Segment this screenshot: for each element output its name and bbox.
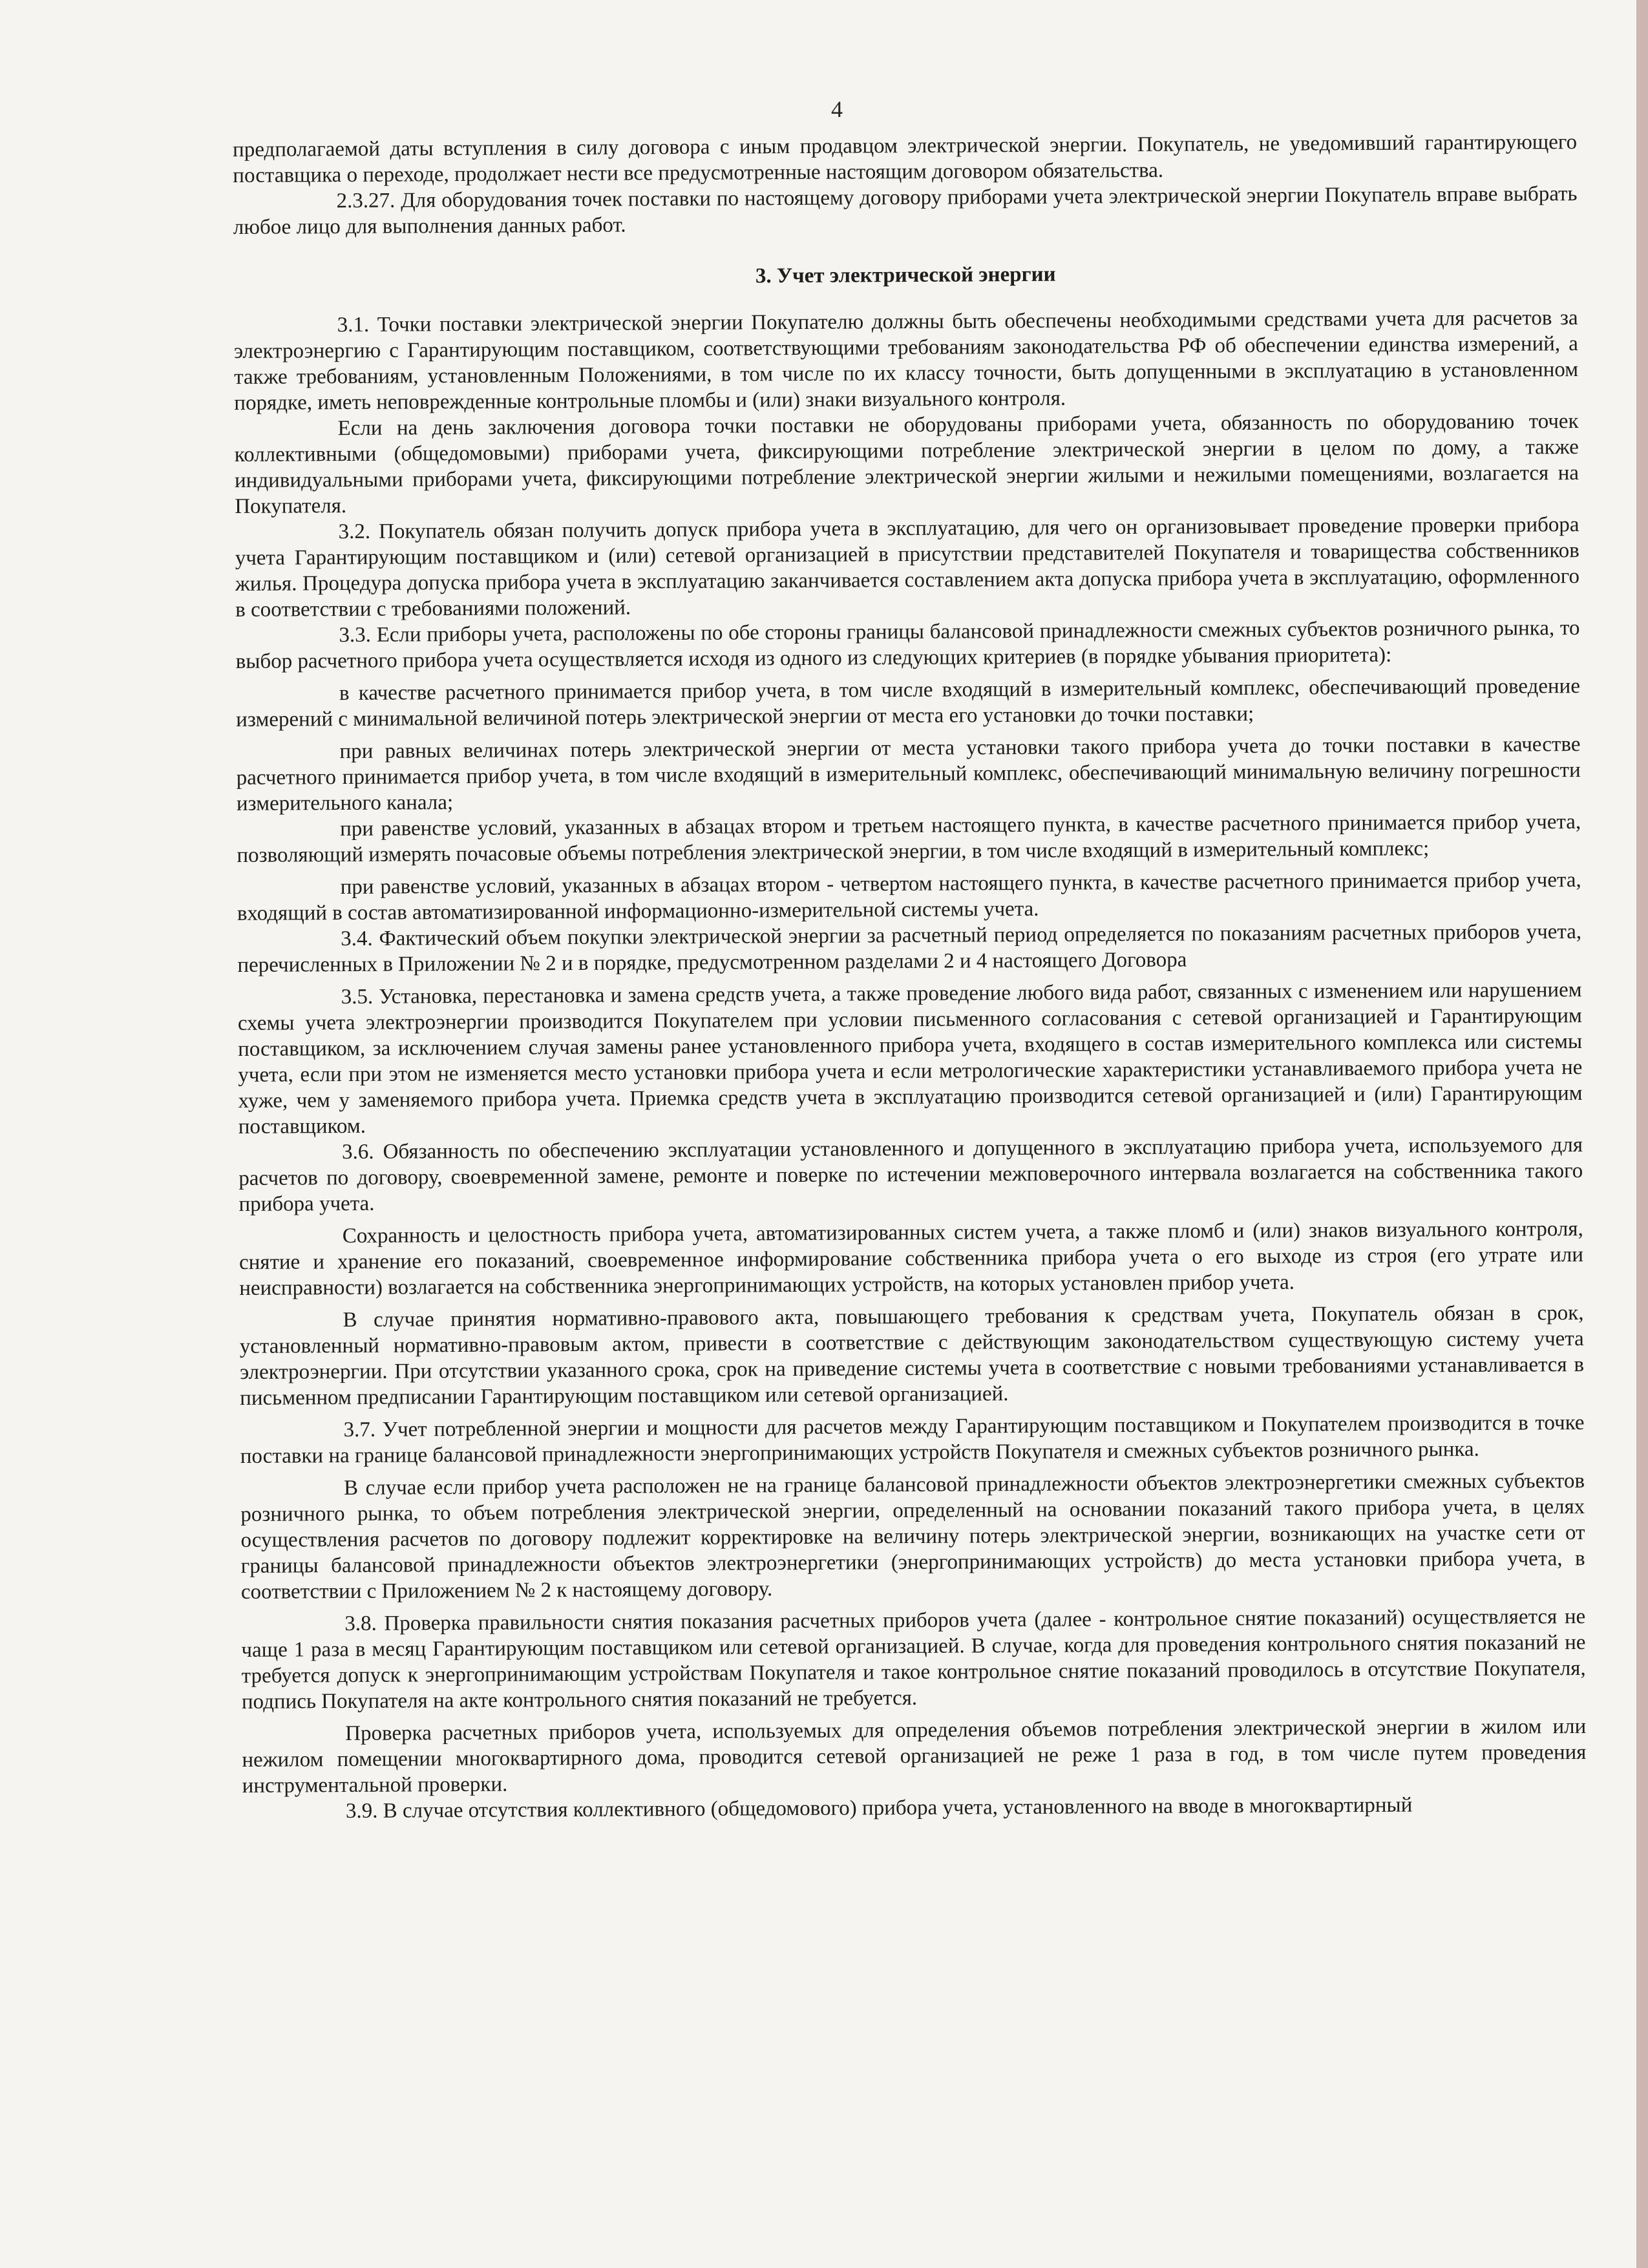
- paragraph-3-7: 3.7. Учет потребленной энергии и мощности для расчетов между Гарантирующим поставщиком и Покупателем производится в точке поставки на границе балансовой принадлежности энергопринимающих устройств Покупателя и смежных субъектов розничного рынка.: [240, 1411, 1585, 1468]
- criterion-1: в качестве расчетного принимается прибор учета, в том числе входящий в измерительный комплекс, обеспечивающий проведение измерений с минимальной величиной потерь электрической энергии от места его установки до точки поставки;: [236, 675, 1581, 731]
- paragraph-3-1-note: Если на день заключения договора точки поставки не оборудованы приборами учета, обязанность по оборудованию точек коллективными (общедомовыми) приборами учета, фиксирующими потребление электрической энергии в целом по дому, а также индивидуальными приборами учета, фиксирующими потребление электрической энергии жилыми и нежилыми помещениями, возлагается на Покупателя.: [234, 410, 1579, 518]
- paragraph-3-6-regulation: В случае принятия нормативно-правового акта, повышающего требования к средствам учета, Покупатель обязан в срок, установленный нормативно-правовым актом, привести в соответствие с действующим законодательством существующую систему учета электроэнергии. При отсутствии указанного срока, срок на приведение системы учета в соответствие с новыми требованиями устанавливается в письменном предписании Гарантирующим поставщиком или сетевой организацией.: [239, 1301, 1585, 1410]
- paragraph-3-1: 3.1. Точки поставки электрической энергии Покупателю должны быть обеспечены необходимыми средствами учета для расчетов за электроэнергию с Гарантирующим поставщиком, соответствующими требованиям законодательства РФ об обеспечении единства измерений, а также требованиям, установленным Положениями, в том числе по их классу точности, быть допущенными в эксплуатацию в установленном порядке, иметь неповрежденные контрольные пломбы и (или) знаки визуального контроля.: [233, 306, 1579, 415]
- paragraph-continuation: предполагаемой даты вступления в силу договора с иным продавцом электрической энергии. Покупатель, не уведомивший гарантирующего поставщика о переходе, продолжает нести все предусмотренные настоящим договором обязательства.: [233, 131, 1578, 187]
- criterion-2: при равных величинах потерь электрической энергии от места установки такого прибора учета до точки поставки в качестве расчетного принимается прибор учета, в том числе входящий в измерительный комплекс, обеспечивающий минимальную величину погрешности измерительного канала;: [236, 733, 1581, 815]
- paragraph-3-6-safety: Сохранность и целостность прибора учета, автоматизированных систем учета, а также пломб и (или) знаков визуального контроля, снятие и хранение его показаний, своевременное информирование собственника прибора учета о его выходе из строя (его утрате или неисправности) возлагается на собственника энергопринимающих устройств, на которых установлен прибор учета.: [238, 1217, 1584, 1300]
- paragraph-3-7-losses: В случае если прибор учета расположен не на границе балансовой принадлежности объектов электроэнергетики смежных субъектов розничного рынка, то объем потребления электрической энергии, определенный на основании показаний такого прибора учета, в целях осуществления расчетов по договору подлежит корректировке на величину потерь электрической энергии, возникающих на участке сети от границы балансовой принадлежности объектов электроэнергетики (энергопринимающих устройств) до места установки прибора учета, в соответствии с Приложением № 2 к настоящему договору.: [240, 1469, 1585, 1604]
- criterion-3: при равенстве условий, указанных в абзацах втором и третьем настоящего пункта, в качестве расчетного принимается прибор учета, позволяющий измерять почасовые объемы потребления электрической энергии, в том числе входящий в измерительный комплекс;: [237, 810, 1581, 867]
- paragraph-3-6: 3.6. Обязанность по обеспечению эксплуатации установленного и допущенного в эксплуатацию прибора учета, используемого для расчетов по договору, своевременной замене, ремонте и поверке по истечении межповерочного интервала возлагается на собственника такого прибора учета.: [238, 1133, 1583, 1216]
- paragraph-2-3-27: 2.3.27. Для оборудования точек поставки по настоящему договору приборами учета электрической энергии Покупатель вправе выбрать любое лицо для выполнения данных работ.: [233, 182, 1578, 239]
- paragraph-3-8: 3.8. Проверка правильности снятия показания расчетных приборов учета (далее - контрольное снятие показаний) осуществляется не чаще 1 раза в месяц Гарантирующим поставщиком или сетевой организацией. В случае, когда для проведения контрольного снятия показаний не требуется допуск к энергопринимающим устройствам Покупателя и такое контрольное снятие показаний проводилось в отсутствие Покупателя, подпись Покупателя на акте контрольного снятия показаний не требуется.: [241, 1604, 1586, 1714]
- criterion-4: при равенстве условий, указанных в абзацах втором - четвертом настоящего пункта, в качестве расчетного принимается прибор учета, входящий в состав автоматизированной информационно-измерительной системы учета.: [237, 868, 1581, 925]
- paragraph-3-5: 3.5. Установка, перестановка и замена средств учета, а также проведение любого вида работ, связанных с изменением или нарушением схемы учета электроэнергии производится Покупателем при условии письменного согласования с сетевой организацией и Гарантирующим поставщиком, за исключением случая замены ранее установленного прибора учета, входящего в состав измерительного комплекса или системы учета, если при этом не изменяется место установки прибора учета и если метрологические характеристики устанавливаемого прибора учета не хуже, чем у заменяемого прибора учета. Приемка средств учета в эксплуатацию производится сетевой организацией и (или) Гарантирующим поставщиком.: [237, 978, 1583, 1139]
- paragraph-3-4: 3.4. Фактический объем покупки электрической энергии за расчетный период определяется по показаниям расчетных приборов учета, перечисленных в Приложении № 2 и в порядке, предусмотренном разделами 2 и 4 настоящего Договора: [237, 919, 1582, 977]
- section-heading: 3. Учет электрической энергии: [755, 262, 1056, 288]
- page-number: 4: [831, 96, 843, 122]
- paragraph-3-8-inspection: Проверка расчетных приборов учета, используемых для определения объемов потребления электрической энергии в жилом или нежилом помещении многоквартирного дома, проводится сетевой организацией не реже 1 раза в год, в том числе путем проведения инструментальной проверки.: [242, 1714, 1587, 1798]
- paragraph-3-3: 3.3. Если приборы учета, расположены по обе стороны границы балансовой принадлежности смежных субъектов розничного рынка, то выбор расчетного прибора учета осуществляется исходя из одного из следующих критериев (в порядке убывания приоритета):: [235, 616, 1580, 673]
- paragraph-3-2: 3.2. Покупатель обязан получить допуск прибора учета в эксплуатацию, для чего он организовывает проведение проверки прибора учета Гарантирующим поставщиком и (или) сетевой организацией в присутствии представителей Покупателя и товарищества собственников жилья. Процедура допуска прибора учета в эксплуатацию заканчивается составлением акта допуска прибора учета в эксплуатацию, оформленного в соответствии с требованиями положений.: [235, 513, 1580, 622]
- paragraph-3-9: 3.9. В случае отсутствия коллективного (общедомового) прибора учета, установленного на вводе в многоквартирный: [345, 1793, 1413, 1823]
- document-body: [233, 129, 1587, 1825]
